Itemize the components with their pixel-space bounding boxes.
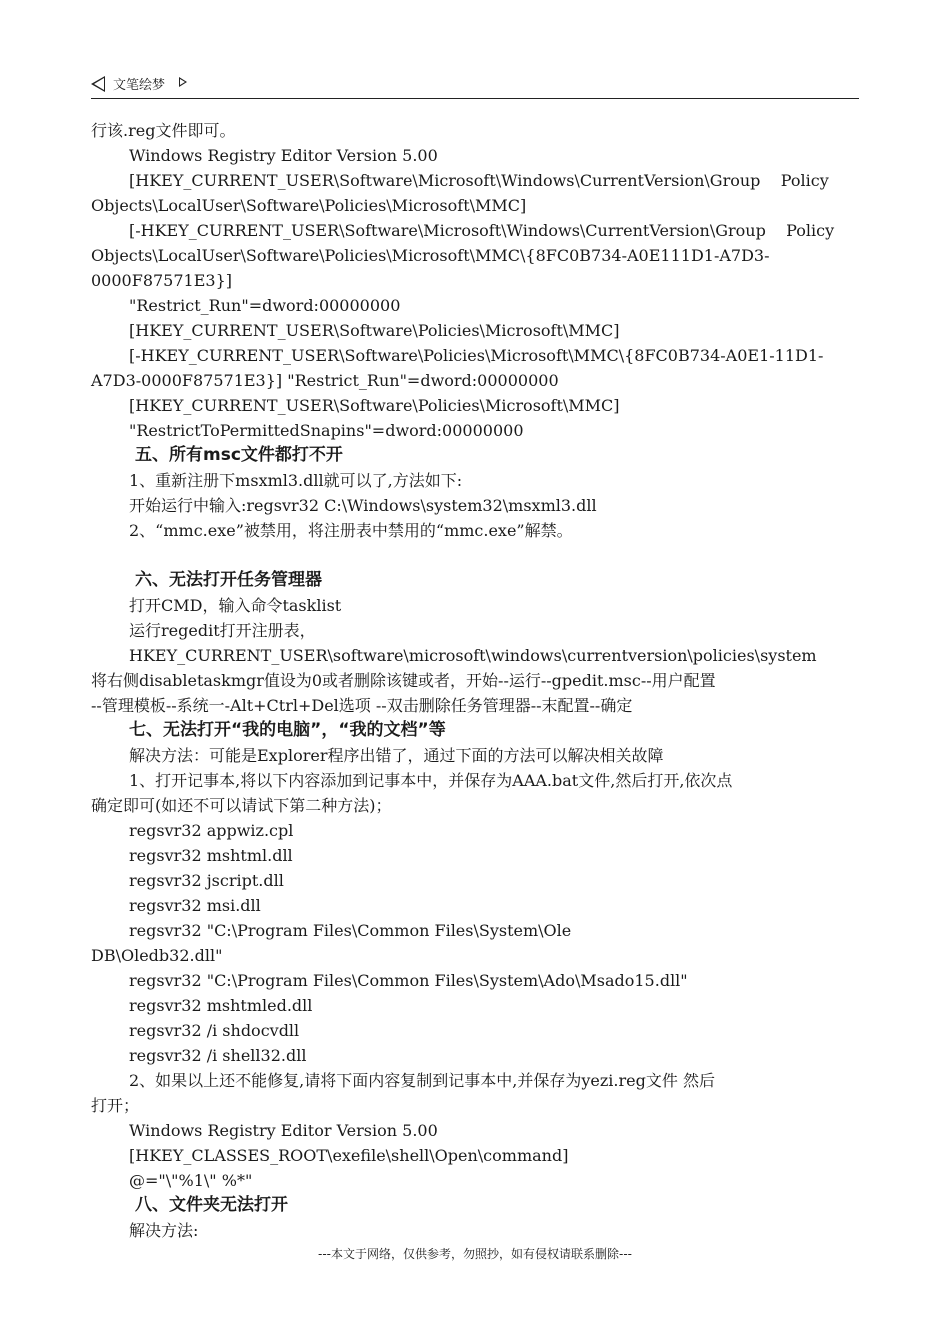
code-line: regsvr32 appwiz.cpl [129,821,294,840]
code-line: Objects\LocalUser\Software\Policies\Microsoft\MMC\{8FC0B734-A0E111D1-A7D3- [91,246,770,265]
page-footer: ---本文于网络，仅供参考，勿照抄，如有侵权请联系删除--- [318,1247,632,1261]
section-heading-8: 八、文件夹无法打开 [135,1195,288,1215]
code-line: [-HKEY_CURRENT_USER\Software\Microsoft\Windows\CurrentVersion\Group Policy [129,221,835,240]
body-line: --管理模板--系统一-Alt+Ctrl+Del选项 --双击删除任务管理器--末配置--确定 [91,696,633,715]
blank-line [91,543,859,568]
code-line: DB\Oledb32.dll" [91,946,223,965]
code-line: [HKEY_CURRENT_USER\Software\Microsoft\Windows\CurrentVersion\Group Policy [129,171,829,190]
code-line: regsvr32 msi.dll [129,896,261,915]
section-heading-5: 五、所有msc文件都打不开 [135,445,343,465]
code-line: regsvr32 /i shell32.dll [129,1046,307,1065]
body-line: 打开； [91,1096,140,1115]
body-line: 开始运行中输入:regsvr32 C:\Windows\system32\msxml3.dll [129,496,597,515]
code-line: regsvr32 jscript.dll [129,871,284,890]
code-line: Windows Registry Editor Version 5.00 [129,1121,438,1140]
code-line: [HKEY_CLASSES_ROOT\exefile\shell\Open\command] [129,1146,569,1165]
body-line: 解决方法：可能是Explorer程序出错了，通过下面的方法可以解决相关故障 [129,746,664,765]
body-line: 将右侧disabletaskmgr值设为0或者删除该键或者，开始--运行--gpedit.msc--用户配置 [91,671,716,690]
code-line: "Restrict_Run"=dword:00000000 [129,296,401,315]
body-line: 解决方法: [129,1221,199,1240]
code-line: HKEY_CURRENT_USER\software\microsoft\windows\currentversion\policies\system [129,646,817,665]
body-line: 确定即可(如还不可以请试下第二种方法)； [91,796,392,815]
code-line: [HKEY_CURRENT_USER\Software\Policies\Microsoft\MMC] [129,396,620,415]
section-heading-6: 六、无法打开任务管理器 [135,570,322,590]
code-line: [-HKEY_CURRENT_USER\Software\Policies\Microsoft\MMC\{8FC0B734-A0E1-11D1- [129,346,824,365]
body-line: 1、打开记事本,将以下内容添加到记事本中，并保存为AAA.bat文件,然后打开,依次点 [129,771,733,790]
code-line: @="\"%1\" %*" [129,1171,253,1190]
code-line: "RestrictToPermittedSnapins"=dword:00000000 [129,421,524,440]
body-line: 1、重新注册下msxml3.dll就可以了,方法如下: [129,471,463,490]
left-triangle-icon [91,76,105,92]
code-line: 0000F87571E3}] [91,271,232,290]
code-line: regsvr32 mshtml.dll [129,846,293,865]
page-header [91,72,859,99]
code-line: regsvr32 "C:\Program Files\Common Files\System\Ado\Msado15.dll" [129,971,688,990]
right-triangle-icon [179,77,187,87]
code-line: Objects\LocalUser\Software\Policies\Microsoft\MMC] [91,196,527,215]
body-line: 行该.reg文件即可。 [91,121,236,140]
code-line: [HKEY_CURRENT_USER\Software\Policies\Microsoft\MMC] [129,321,620,340]
code-line: regsvr32 mshtmled.dll [129,996,313,1015]
body-line: 打开CMD，输入命令tasklist [129,596,342,615]
body-line: 2、如果以上还不能修复,请将下面内容复制到记事本中,并保存为yezi.reg文件 然后 [129,1071,715,1090]
body-line: 2、“mmc.exe”被禁用，将注册表中禁用的“mmc.exe”解禁。 [129,521,573,540]
code-line: Windows Registry Editor Version 5.00 [129,146,438,165]
code-line: regsvr32 "C:\Program Files\Common Files\System\Ole [129,921,572,940]
body-line: 运行regedit打开注册表， [129,621,316,640]
code-line: A7D3-0000F87571E3}] "Restrict_Run"=dword:00000000 [91,371,559,390]
code-line: regsvr32 /i shdocvdll [129,1021,300,1040]
document-body [91,118,859,1243]
section-heading-7: 七、无法打开“我的电脑”，“我的文档”等 [129,720,446,740]
header-title: 文笔绘梦 [113,78,166,93]
